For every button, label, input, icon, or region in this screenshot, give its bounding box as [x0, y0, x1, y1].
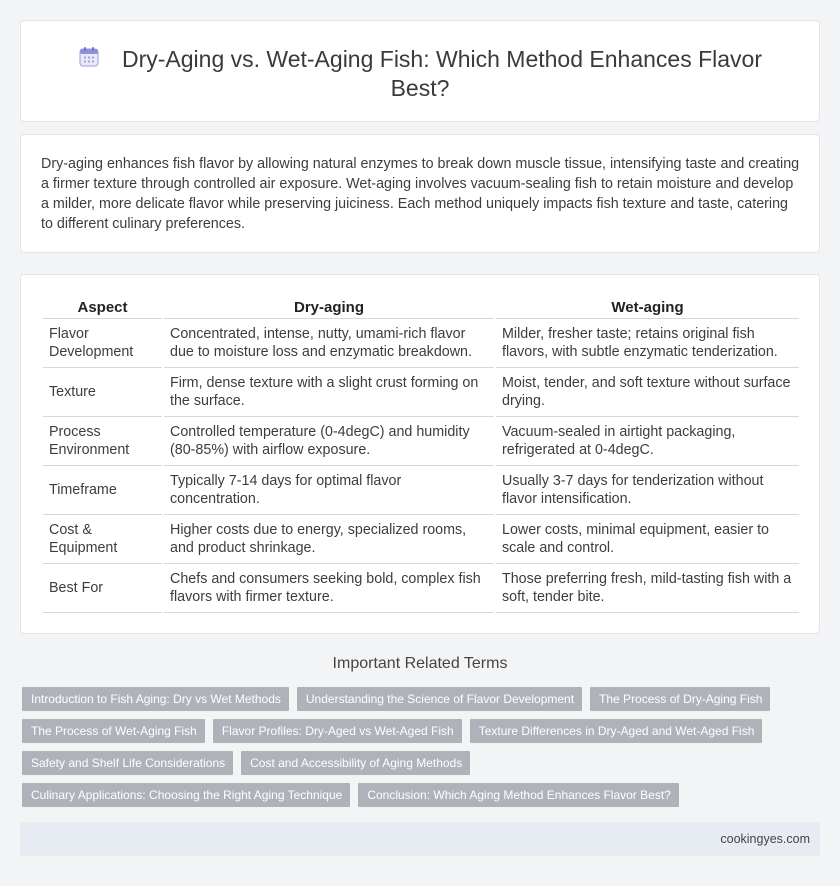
comparison-card: [20, 274, 820, 634]
wet-aging-cell: Those preferring fresh, mild-tasting fish with a soft, tender bite.: [496, 564, 799, 613]
dry-aging-cell: Higher costs due to energy, specialized rooms, and product shrinkage.: [164, 515, 494, 564]
header-dry-aging: Dry-aging: [164, 295, 494, 319]
header-aspect: Aspect: [43, 295, 162, 319]
table-row: [43, 515, 799, 564]
footer: [20, 822, 820, 856]
related-terms-list: [22, 687, 812, 815]
aspect-cell: Timeframe: [43, 466, 162, 515]
wet-aging-cell: Usually 3-7 days for tenderization without flavor intensification.: [496, 466, 799, 515]
table-row: [43, 564, 799, 613]
table-row: [43, 319, 799, 368]
wet-aging-cell: Lower costs, minimal equipment, easier to scale and control.: [496, 515, 799, 564]
table-row: [43, 466, 799, 515]
related-term-tag[interactable]: The Process of Dry-Aging Fish: [590, 687, 770, 711]
aspect-cell: Texture: [43, 368, 162, 417]
related-term-tag[interactable]: Cost and Accessibility of Aging Methods: [241, 751, 470, 775]
related-term-tag[interactable]: Safety and Shelf Life Considerations: [22, 751, 233, 775]
related-term-tag[interactable]: Flavor Profiles: Dry-Aged vs Wet-Aged Fish: [213, 719, 462, 743]
wet-aging-cell: Vacuum-sealed in airtight packaging, refrigerated at 0-4degC.: [496, 417, 799, 466]
aspect-cell: Flavor Development: [43, 319, 162, 368]
related-term-tag[interactable]: The Process of Wet-Aging Fish: [22, 719, 205, 743]
calendar-icon: [78, 46, 100, 68]
related-term-tag[interactable]: Conclusion: Which Aging Method Enhances Flavor Best?: [358, 783, 679, 807]
title-card: [20, 20, 820, 122]
footer-site-name[interactable]: cookingyes.com: [720, 832, 810, 846]
aspect-cell: Best For: [43, 564, 162, 613]
header-wet-aging: Wet-aging: [496, 295, 799, 319]
dry-aging-cell: Concentrated, intense, nutty, umami-rich flavor due to moisture loss and enzymatic breakdown.: [164, 319, 494, 368]
title-wrap: [21, 45, 819, 103]
table-header-row: [43, 295, 799, 319]
intro-card: [20, 134, 820, 253]
intro-paragraph: Dry-aging enhances fish flavor by allowing natural enzymes to break down muscle tissue, intensifying taste and creating a firmer texture through controlled air exposure. Wet-aging involves vacuum-sealing fish to retain moisture and develop a milder, more delicate flavor while preserving juiciness. Each method uniquely impacts fish texture and taste, catering to different culinary preferences.: [41, 156, 800, 232]
page-title: Dry-Aging vs. Wet-Aging Fish: Which Method Enhances Flavor Best?: [122, 46, 762, 101]
comparison-table: [41, 295, 801, 613]
dry-aging-cell: Controlled temperature (0-4degC) and humidity (80-85%) with airflow exposure.: [164, 417, 494, 466]
related-terms-title: Important Related Terms: [332, 655, 508, 672]
table-row: [43, 417, 799, 466]
related-term-tag[interactable]: Texture Differences in Dry-Aged and Wet-Aged Fish: [470, 719, 763, 743]
wet-aging-cell: Moist, tender, and soft texture without surface drying.: [496, 368, 799, 417]
aspect-cell: Process Environment: [43, 417, 162, 466]
related-term-tag[interactable]: Introduction to Fish Aging: Dry vs Wet Methods: [22, 687, 289, 711]
related-term-tag[interactable]: Understanding the Science of Flavor Development: [297, 687, 582, 711]
table-row: [43, 368, 799, 417]
related-term-tag[interactable]: Culinary Applications: Choosing the Right Aging Technique: [22, 783, 350, 807]
dry-aging-cell: Typically 7-14 days for optimal flavor concentration.: [164, 466, 494, 515]
dry-aging-cell: Chefs and consumers seeking bold, complex fish flavors with firmer texture.: [164, 564, 494, 613]
dry-aging-cell: Firm, dense texture with a slight crust forming on the surface.: [164, 368, 494, 417]
aspect-cell: Cost & Equipment: [43, 515, 162, 564]
wet-aging-cell: Milder, fresher taste; retains original fish flavors, with subtle enzymatic tenderization.: [496, 319, 799, 368]
